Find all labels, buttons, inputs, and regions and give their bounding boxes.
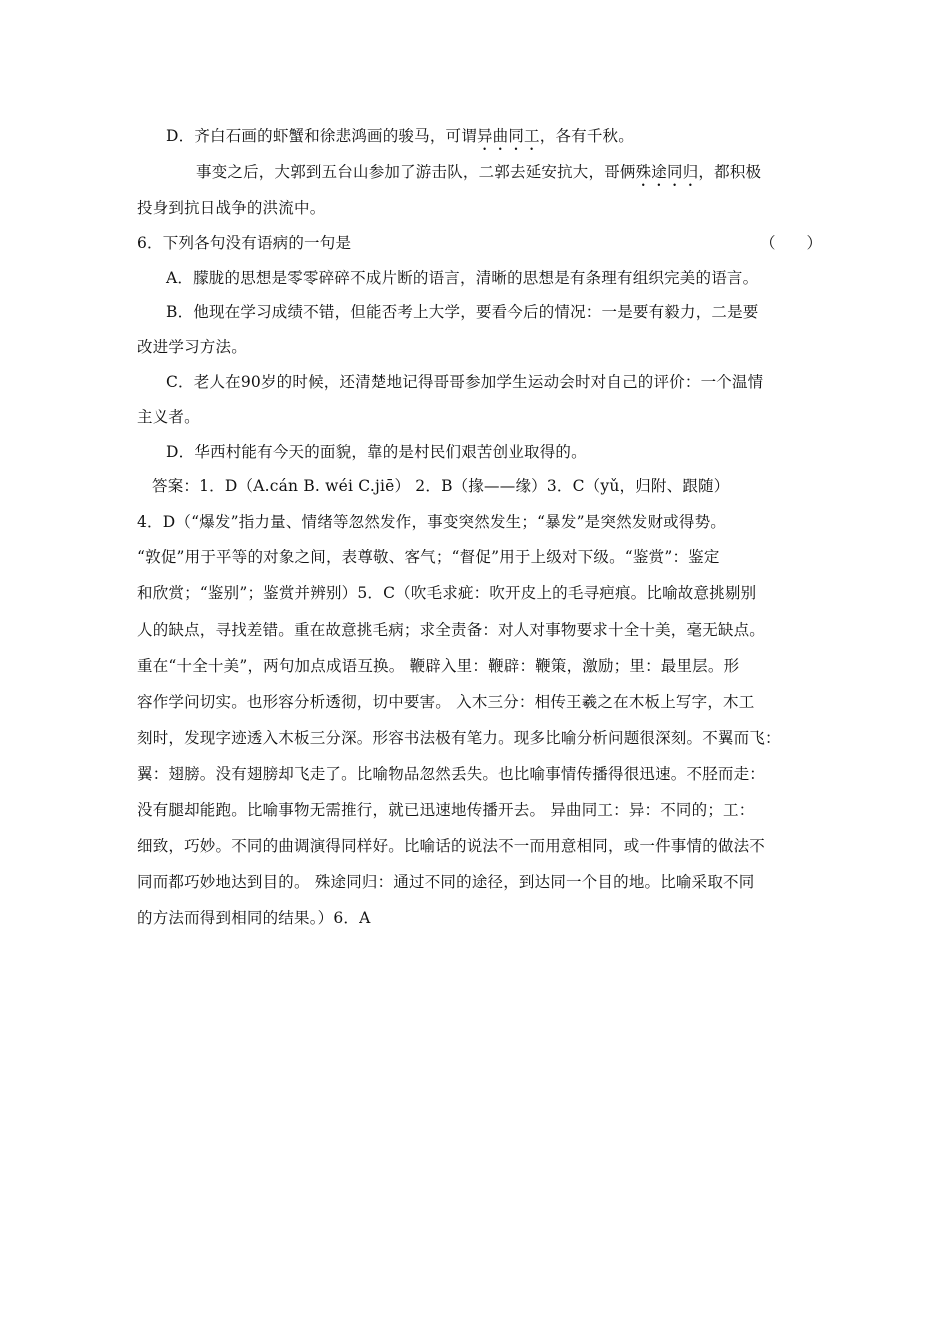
q6-option-a: A．朦胧的思想是零零碎碎不成片断的语言，清晰的思想是有条理有组织完美的语言。 (166, 269, 759, 287)
answers-line-13: 的方法而得到相同的结果。）6．A (137, 909, 371, 927)
answers-line-7: 容作学问切实。也形容分析透彻，切中要害。 入木三分：相传王羲之在木板上写字，木工 (137, 693, 755, 711)
q6-option-b-line2: 改进学习方法。 (137, 338, 247, 356)
q6-answer-blank: （ ） (760, 234, 823, 252)
q5-sentence-e-dotted-idiom: 殊途同归 (635, 163, 699, 181)
q5-option-d-dotted-idiom: 异曲同工 (476, 127, 540, 145)
answers-line-9: 翼：翅膀。没有翅膀却飞走了。比喻物品忽然丢失。也比喻事情传播得很迅速。不胫而走： (137, 765, 766, 783)
answers-line-4: 和欣赏；“鉴别”；鉴赏并辨别）5．C（吹毛求疵：吹开皮上的毛寻疤痕。比喻故意挑剔别 (137, 584, 757, 602)
q6-option-c-line2: 主义者。 (137, 408, 200, 426)
answers-line-3: “敦促”用于平等的对象之间，表尊敬、客气；“督促”用于上级对下级。“鉴赏”：鉴定 (137, 548, 720, 566)
answers-line-12: 同而都巧妙地达到目的。 殊途同归：通过不同的途径，到达同一个目的地。比喻采取不同 (137, 873, 755, 891)
q6-stem: 6．下列各句没有语病的一句是 (137, 234, 352, 252)
q5-option-d-after: ，各有千秋。 (539, 127, 634, 145)
answers-line-5: 人的缺点，寻找差错。重在故意挑毛病；求全责备：对人对事物要求十全十美，毫无缺点。 (137, 621, 766, 639)
answers-line-11: 细致，巧妙。不同的曲调演得同样好。比喻话的说法不一而用意相同，或一件事情的做法不 (137, 837, 766, 855)
q5-sentence-e-line2: 投身到抗日战争的洪流中。 (137, 199, 326, 217)
answers-line-1: 答案：1．D（A.cán B. wéi C.jiē） 2．B（掾——缘）3．C（yǔ，归附、跟随） (152, 477, 730, 495)
answers-line-10: 没有腿却能跑。比喻事物无需推行，就已迅速地传播开去。 异曲同工：异：不同的；工： (137, 801, 755, 819)
q5-sentence-e-before: 事变之后，大郭到五台山参加了游击队，二郭去延安抗大，哥俩 (196, 163, 636, 181)
q5-option-d-before: D．齐白石画的虾蟹和徐悲鸿画的骏马，可谓 (166, 127, 477, 145)
answers-line-8: 刻时，发现字迹透入木板三分深。形容书法极有笔力。现多比喻分析问题很深刻。不翼而飞： (137, 729, 781, 747)
q6-option-c-line1: C．老人在90岁的时候，还清楚地记得哥哥参加学生运动会时对自己的评价：一个温情 (166, 373, 764, 391)
q5-sentence-e-line1 (196, 162, 761, 190)
q5-option-d (166, 126, 634, 154)
answers-line-6: 重在“十全十美”，两句加点成语互换。 鞭辟入里：鞭辟：鞭策，激励；里：最里层。形 (137, 657, 740, 675)
q6-option-d: D．华西村能有今天的面貌，靠的是村民们艰苦创业取得的。 (166, 443, 587, 461)
q5-sentence-e-after: ，都积极 (698, 163, 762, 181)
q6-option-b-line1: B．他现在学习成绩不错，但能否考上大学，要看今后的情况：一是要有毅力，二是要 (166, 303, 759, 321)
answers-line-2: 4．D（“爆发”指力量、情绪等忽然发作，事变突然发生；“暴发”是突然发财或得势。 (137, 513, 726, 531)
